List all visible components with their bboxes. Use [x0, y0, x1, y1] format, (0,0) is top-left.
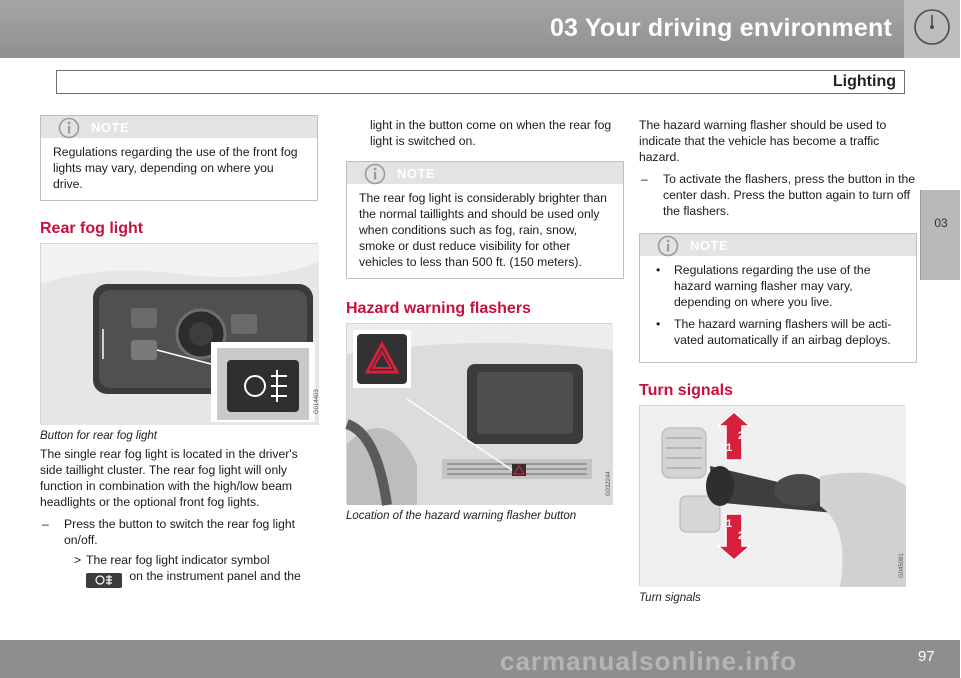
- step-item: [40, 516, 318, 548]
- result-text-after: on the instrument panel and the: [129, 569, 301, 583]
- info-icon: [57, 116, 81, 140]
- result-text-before: The rear fog light indicator symbol: [86, 553, 270, 567]
- heading-hazard-warning-flashers: Hazard warning flashers: [346, 300, 531, 317]
- step-text: Press the button to switch the rear fog light on/off.: [64, 517, 296, 547]
- turn-signals-figure: [639, 405, 905, 586]
- image-code: G014403: [314, 389, 320, 414]
- arrow-label: 1: [726, 518, 733, 530]
- image-code: G045081: [899, 553, 905, 578]
- note-header: [41, 116, 317, 138]
- arrow-label: 2: [738, 430, 745, 442]
- column-1: [40, 100, 318, 588]
- note-body: The rear fog light is considerably brighter than the normal taillights and should be used only when conditions such as fog, rain, snow, smoke or dust reduce visibility for other vehicles to less than 500 ft. (150 meters).: [359, 191, 607, 269]
- hazard-flasher-figure: [346, 323, 612, 504]
- figure-caption: Turn signals: [639, 592, 701, 604]
- note-body: Regulations regarding the use of the front fog lights may vary, depending on where you drive.: [53, 145, 298, 191]
- list-item: • The hazard warning flashers will be acti-vated automatically if an airbag deploys.: [652, 316, 904, 348]
- chapter-tab[interactable]: [920, 190, 960, 280]
- step-mark: –: [641, 172, 648, 186]
- footer-band: [0, 640, 960, 678]
- section-bar: [56, 70, 905, 94]
- list-item: • Regulations regarding the use of the hazard warning flasher may vary, depending on where you live.: [652, 262, 904, 310]
- figure-caption: Location of the hazard warning flasher button: [346, 510, 577, 522]
- note-box: [639, 233, 917, 363]
- note-box: [346, 161, 624, 279]
- column-3: [639, 100, 917, 606]
- hazard-flasher-illustration: [347, 324, 613, 505]
- gauge-icon: [911, 6, 953, 48]
- info-icon: [656, 234, 680, 258]
- info-icon: [363, 162, 387, 186]
- arrow-label: 1: [726, 442, 733, 454]
- chapter-title: 03 Your driving environment: [549, 14, 892, 42]
- step-text: To activate the flashers, press the button in the center dash. Press the button again to turn off the flashers.: [663, 172, 916, 218]
- result-item: [40, 552, 318, 588]
- note-label: NOTE: [91, 120, 130, 135]
- rear-fog-light-icon: [86, 573, 122, 588]
- section-title: Lighting: [832, 73, 896, 90]
- heading-rear-fog-light: Rear fog light: [40, 220, 144, 237]
- paragraph: The hazard warning flasher should be used to indicate that the vehicle has become a traffic hazard.: [639, 118, 887, 164]
- page-number: 97: [918, 648, 935, 665]
- step-item: [639, 171, 917, 219]
- note-label: NOTE: [690, 238, 729, 253]
- column-2: [346, 100, 624, 524]
- step-mark: –: [42, 517, 49, 531]
- paragraph: The single rear fog light is located in the driver's side taillight cluster. The rear fog light will only function in combination with the high/low beam headlights or the optional front fog lights.: [40, 447, 298, 509]
- image-code: G032244: [606, 471, 612, 496]
- turn-signals-illustration: [640, 406, 906, 587]
- note-body: [640, 256, 916, 362]
- note-label: NOTE: [397, 166, 436, 181]
- watermark: carmanualsonline.info: [500, 646, 797, 676]
- arrow-label: 2: [738, 530, 745, 542]
- rear-fog-light-illustration: [41, 244, 319, 425]
- heading-turn-signals: Turn signals: [639, 382, 733, 399]
- rear-fog-light-figure: [40, 243, 318, 424]
- continued-text: light in the button come on when the rear fog light is switched on.: [370, 118, 612, 148]
- note-list: [652, 262, 904, 348]
- note-header: [640, 234, 916, 256]
- figure-caption: Button for rear fog light: [40, 430, 157, 442]
- chapter-tab-label: 03: [934, 216, 948, 230]
- note-box: [40, 115, 318, 201]
- note-header: [347, 162, 623, 184]
- result-mark: >: [74, 553, 82, 567]
